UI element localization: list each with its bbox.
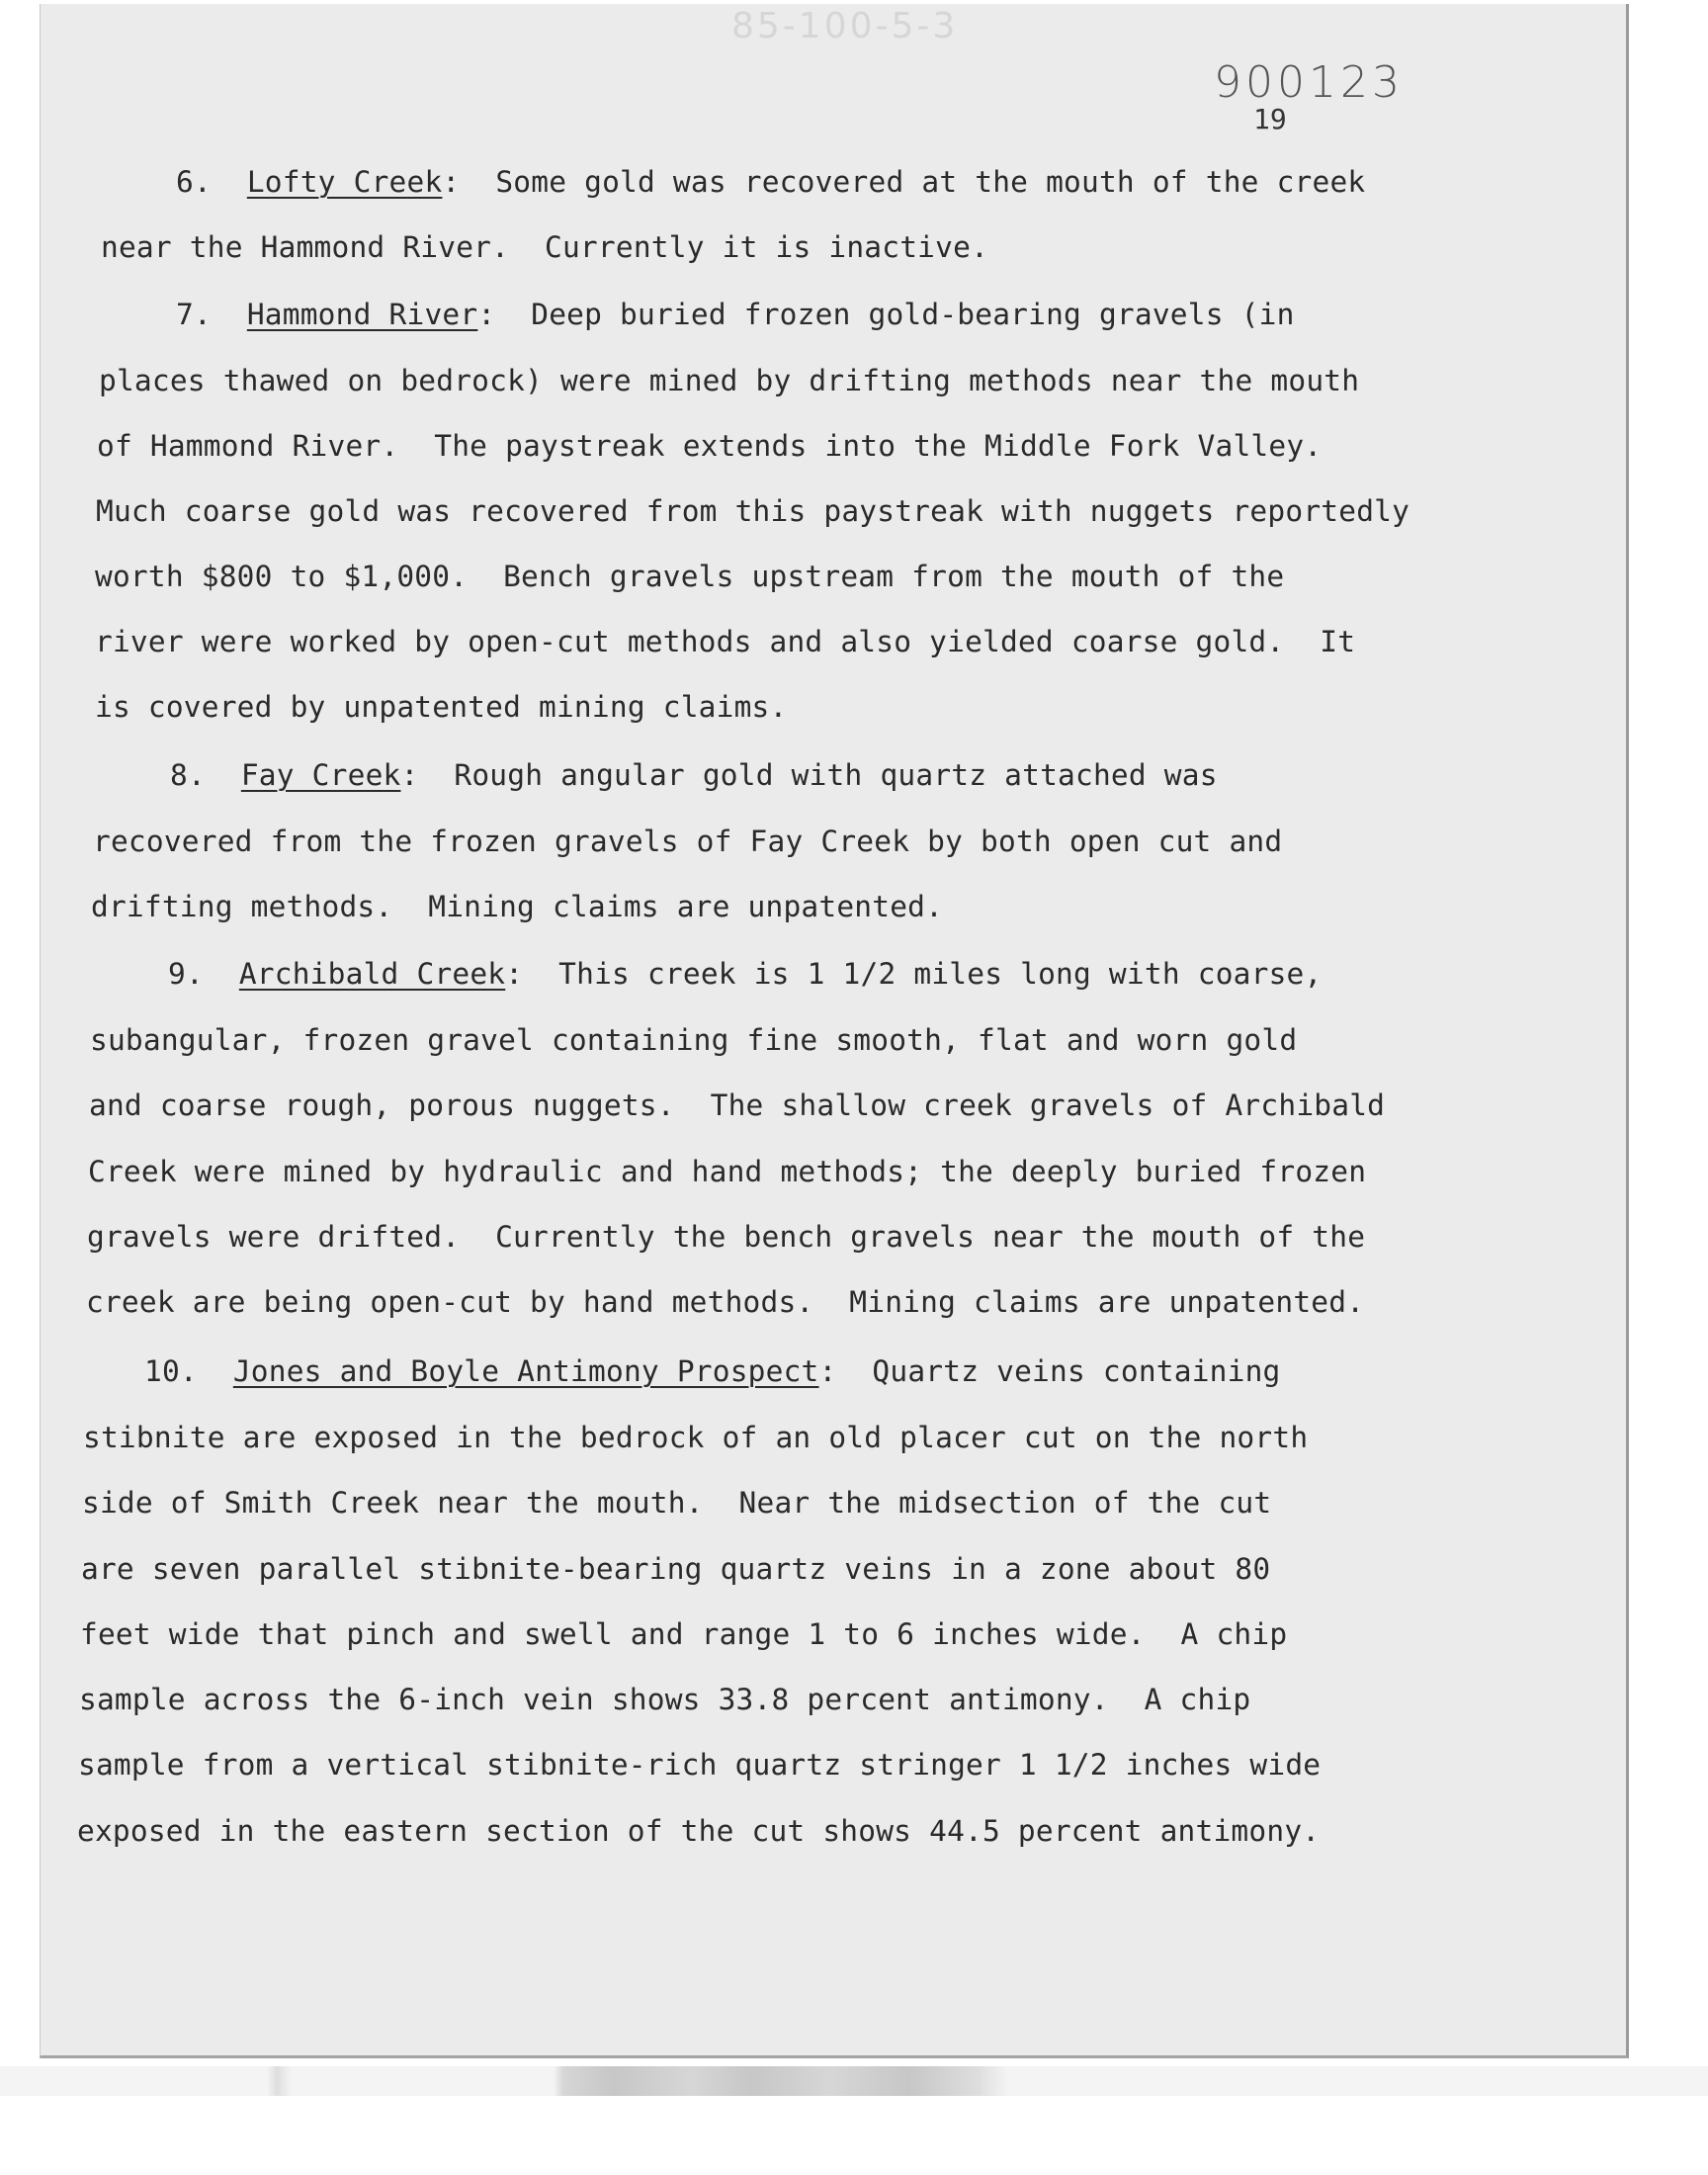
item-text-line: places thawed on bedrock) were mined by drifting methods near the mouth — [99, 364, 1360, 397]
item-heading: Lofty Creek — [246, 165, 443, 199]
item-text: This creek is 1 1/2 miles long with coarse, — [558, 957, 1323, 991]
item-heading: Hammond River — [246, 298, 478, 331]
page-number: 19 — [1253, 103, 1287, 135]
item-number: 8. — [170, 758, 206, 792]
item-text-line: of Hammond River. The paystreak extends into the Middle Fork Valley. — [97, 429, 1323, 463]
item-text-line: side of Smith Creek near the mouth. Near the midsection of the cut — [82, 1486, 1272, 1520]
item-text-line: Creek were mined by hydraulic and hand methods; the deeply buried frozen — [88, 1155, 1367, 1188]
item-text-line: is covered by unpatented mining claims. — [95, 690, 788, 724]
item-8-first-line: 8. Fay Creek: Rough angular gold with quartz attached was — [170, 758, 1218, 792]
faint-bleedthrough-text: 85-100-5-3 — [731, 6, 959, 46]
item-text-line: and coarse rough, porous nuggets. The shallow creek gravels of Archibald — [89, 1088, 1386, 1122]
item-heading: Archibald Creek — [238, 957, 506, 991]
item-text-line: river were worked by open-cut methods and also yielded coarse gold. It — [95, 625, 1356, 658]
item-text-line: feet wide that pinch and swell and range 1 to 6 inches wide. A chip — [80, 1617, 1288, 1651]
item-7-first-line: 7. Hammond River: Deep buried frozen gold-bearing gravels (in — [176, 298, 1295, 331]
item-text-line: drifting methods. Mining claims are unpatented. — [91, 890, 944, 923]
item-number: 6. — [176, 165, 212, 199]
item-text-line: Much coarse gold was recovered from this paystreak with nuggets reportedly — [96, 494, 1410, 528]
item-text-line: exposed in the eastern section of the cut shows 44.5 percent antimony. — [77, 1814, 1321, 1848]
item-number: 9. — [168, 957, 204, 991]
item-text: Quartz veins containing — [872, 1354, 1281, 1388]
item-text: Some gold was recovered at the mouth of the creek — [495, 165, 1366, 199]
item-text-line: are seven parallel stibnite-bearing quartz veins in a zone about 80 — [81, 1552, 1271, 1586]
item-text-line: gravels were drifted. Currently the bench gravels near the mouth of the — [87, 1220, 1366, 1254]
item-text-line: near the Hammond River. Currently it is inactive. — [101, 230, 989, 264]
item-text-line: creek are being open-cut by hand methods. Mining claims are unpatented. — [86, 1285, 1365, 1319]
item-number: 7. — [176, 298, 212, 331]
item-text-line: subangular, frozen gravel containing fine smooth, flat and worn gold — [90, 1023, 1298, 1057]
item-text-line: sample from a vertical stibnite-rich quartz stringer 1 1/2 inches wide — [78, 1748, 1322, 1782]
item-heading: Fay Creek — [240, 758, 401, 792]
item-6-first-line: 6. Lofty Creek: Some gold was recovered at the mouth of the creek — [176, 165, 1366, 199]
item-text: Rough angular gold with quartz attached was — [454, 758, 1218, 792]
document-id-stamp: 900123 — [1214, 57, 1404, 108]
scanner-edge-strip — [0, 2066, 1708, 2096]
item-text-line: stibnite are exposed in the bedrock of an old placer cut on the north — [83, 1421, 1309, 1454]
item-text: Deep buried frozen gold-bearing gravels (in — [531, 298, 1295, 331]
item-text-line: recovered from the frozen gravels of Fay Creek by both open cut and — [93, 825, 1283, 858]
item-text-line: sample across the 6-inch vein shows 33.8 percent antimony. A chip — [79, 1683, 1251, 1716]
item-text-line: worth $800 to $1,000. Bench gravels upstream from the mouth of the — [95, 560, 1285, 593]
item-heading: Jones and Boyle Antimony Prospect — [232, 1354, 819, 1388]
item-10-first-line: 10. Jones and Boyle Antimony Prospect: Quartz veins containing — [144, 1354, 1281, 1388]
item-9-first-line: 9. Archibald Creek: This creek is 1 1/2 miles long with coarse, — [168, 957, 1323, 991]
item-number: 10. — [144, 1354, 198, 1388]
